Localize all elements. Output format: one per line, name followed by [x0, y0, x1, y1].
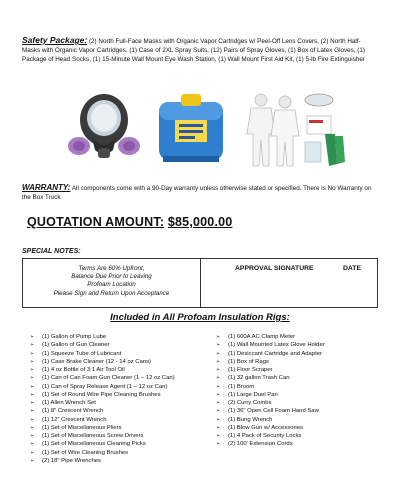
list-item-text: (1) Set of Miscellaneous Cleaning Picks: [42, 441, 146, 448]
arrowhead-bullet-icon: ➢: [216, 375, 221, 382]
arrowhead-bullet-icon: ➢: [216, 334, 221, 340]
list-item: [30, 440, 175, 448]
list-item: [30, 374, 175, 382]
eye-wash-station-image: [153, 90, 229, 170]
list-item-text: (1) Large Duel Pan: [228, 391, 278, 398]
warranty-paragraph: [22, 183, 378, 202]
list-item: [30, 416, 175, 424]
arrowhead-bullet-icon: ➢: [30, 367, 35, 373]
arrowhead-bullet-icon: ➢: [30, 383, 35, 390]
list-item: [216, 374, 325, 382]
list-item-text: (1) Case Brake Cleaner (12 - 14 oz Cans): [42, 358, 152, 365]
list-item-text: (1) 32 gallon Trash Can: [228, 375, 290, 382]
list-item-text: (1) Set of Wire Cleaning Brushes: [42, 449, 129, 456]
list-item-text: (1) 4 oz Bottle of 3:1 Air Tool Oil: [42, 367, 125, 373]
arrowhead-bullet-icon: ➢: [216, 342, 221, 349]
special-notes-table: [22, 258, 378, 308]
approval-signature-label: APPROVAL SIGNATURE: [235, 265, 314, 272]
list-item: [30, 333, 175, 341]
included-list-left: [30, 333, 175, 465]
list-item-text: (1) Desiccant Cartridge and Adapter: [228, 350, 322, 357]
terms-line: Balance Due Prior to Leaving: [71, 273, 152, 281]
arrowhead-bullet-icon: ➢: [30, 400, 35, 406]
list-item: [216, 350, 325, 358]
list-item: [216, 366, 325, 374]
list-item-text: (1) Bung Wrench: [228, 416, 273, 423]
list-item: [216, 407, 325, 415]
list-item-text: (1) Set of Miscellaneous Screw Drivers: [42, 433, 144, 439]
list-item: [216, 358, 325, 366]
arrowhead-bullet-icon: ➢: [216, 400, 221, 406]
list-item-text: (1) Set of Miscellaneous Pliers: [42, 424, 122, 431]
arrowhead-bullet-icon: ➢: [216, 391, 221, 398]
list-item-text: (2) Curry Combs: [228, 400, 272, 406]
list-item: [30, 391, 175, 399]
arrowhead-bullet-icon: ➢: [30, 457, 35, 464]
approval-cell[interactable]: [201, 259, 377, 307]
safety-package-paragraph: [22, 36, 378, 64]
list-item-text: (1) Broom: [228, 383, 255, 390]
list-item: [30, 424, 175, 432]
list-item-text: (1) Floor Scraper: [228, 367, 273, 373]
list-item-text: (1) 12" Crescent Wrench: [42, 416, 107, 423]
date-label: DATE: [343, 265, 361, 272]
arrowhead-bullet-icon: ➢: [216, 367, 221, 373]
safety-images: [55, 90, 355, 174]
list-item: [30, 358, 175, 366]
quotation-amount: [27, 215, 232, 229]
list-item-text: (1) 600A AC Clamp Meter: [228, 334, 296, 340]
list-item: [30, 366, 175, 374]
included-heading: Included in All Profoam Insulation Rigs:: [110, 312, 290, 323]
list-item-text: (1) Can of Spray Release Agent (1 – 12 oz Can): [42, 383, 168, 390]
list-item-text: (1) Blow Gun w/ Accessories: [228, 424, 303, 431]
list-item: [30, 399, 175, 407]
list-item: [30, 449, 175, 457]
arrowhead-bullet-icon: ➢: [216, 408, 221, 415]
arrowhead-bullet-icon: ➢: [30, 424, 35, 431]
arrowhead-bullet-icon: ➢: [30, 433, 35, 439]
list-item: [216, 383, 325, 391]
special-notes-heading: SPECIAL NOTES:: [22, 248, 81, 255]
arrowhead-bullet-icon: ➢: [30, 350, 35, 357]
list-item-text: (1) Box of Rags: [228, 358, 269, 365]
spray-suit-and-ppe-image: [239, 90, 349, 170]
list-item: [30, 407, 175, 415]
list-item-text: (2) 100' Extension Cords: [228, 441, 293, 448]
list-item-text: (1) 36" Open Cell Foam Hand Saw: [228, 408, 319, 415]
list-item: [30, 383, 175, 391]
quotation-label: QUOTATION AMOUNT:: [27, 215, 165, 229]
list-item-text: (1) Set of Round Wire Pipe Cleaning Brushes: [42, 391, 161, 398]
terms-line: Please Sign and Return Upon Acceptance: [53, 289, 170, 297]
arrowhead-bullet-icon: ➢: [216, 383, 221, 390]
arrowhead-bullet-icon: ➢: [216, 424, 221, 431]
terms-line: Profoam Location: [87, 281, 136, 289]
warranty-label: WARRANTY:: [22, 183, 71, 192]
list-item: [216, 416, 325, 424]
arrowhead-bullet-icon: ➢: [30, 391, 35, 398]
arrowhead-bullet-icon: ➢: [216, 416, 221, 423]
list-item: [30, 432, 175, 440]
list-item: [30, 350, 175, 358]
safety-package-label: Safety Package:: [22, 35, 88, 45]
list-item-text: (2) 18" Pipe Wrenches: [42, 457, 101, 464]
list-item-text: (1) Can of Can Foam Gun Cleaner (1 – 12 oz Can): [42, 375, 175, 382]
full-face-respirator-image: [65, 90, 143, 170]
arrowhead-bullet-icon: ➢: [216, 358, 221, 365]
list-item-text: (1) 8" Crescent Wrench: [42, 408, 104, 415]
list-item-text: (1) Allen Wrench Set: [42, 400, 96, 406]
arrowhead-bullet-icon: ➢: [30, 334, 35, 340]
arrowhead-bullet-icon: ➢: [216, 350, 221, 357]
list-item: [216, 333, 325, 341]
safety-package-text: (2) North Full-Face Masks with Organic Vapor Cartridges w/ Peel-Off Lens Covers, (2) North Half-Masks with Organic Vapor Cartridges, (1) Case of 2XL Spray Suits, (12) Pairs of Spray Gloves, (1) Box of Latex Gloves, (1) Package of Head Socks, (1) 15-Minute Wall Mount Eye Wash Station, (1) Wall Mount First Aid Kit, (1) 5-lb Fire Extinguisher: [22, 38, 365, 63]
list-item: [30, 457, 175, 465]
warranty-text: All components come with a 90-Day warranty unless otherwise stated or specified. There is No Warranty on the Box Truck: [22, 185, 372, 201]
arrowhead-bullet-icon: ➢: [216, 441, 221, 448]
arrowhead-bullet-icon: ➢: [30, 449, 35, 456]
arrowhead-bullet-icon: ➢: [30, 342, 35, 349]
list-item-text: (1) Wall Mounted Latex Glove Holder: [228, 342, 325, 349]
arrowhead-bullet-icon: ➢: [30, 441, 35, 448]
arrowhead-bullet-icon: ➢: [216, 433, 221, 439]
quotation-value: $85,000.00: [167, 215, 233, 229]
list-item: [216, 399, 325, 407]
list-item: [216, 424, 325, 432]
list-item-text: (1) Gallon of Gun Cleaner: [42, 342, 110, 349]
terms-cell: [23, 259, 201, 307]
list-item: [216, 391, 325, 399]
arrowhead-bullet-icon: ➢: [30, 416, 35, 423]
list-item: [216, 432, 325, 440]
arrowhead-bullet-icon: ➢: [30, 408, 35, 415]
list-item-text: (1) Squeeze Tube of Lubricant: [42, 350, 122, 357]
list-item: [216, 341, 325, 349]
terms-line: Terms Are 60% Upfront,: [78, 265, 145, 272]
list-item: [30, 341, 175, 349]
arrowhead-bullet-icon: ➢: [30, 358, 35, 365]
arrowhead-bullet-icon: ➢: [30, 375, 35, 382]
list-item-text: (1) Gallon of Pump Lube: [42, 334, 107, 340]
included-list-right: [216, 333, 325, 449]
list-item-text: (1) 4 Pack of Security Locks: [228, 433, 302, 439]
list-item: [216, 440, 325, 448]
